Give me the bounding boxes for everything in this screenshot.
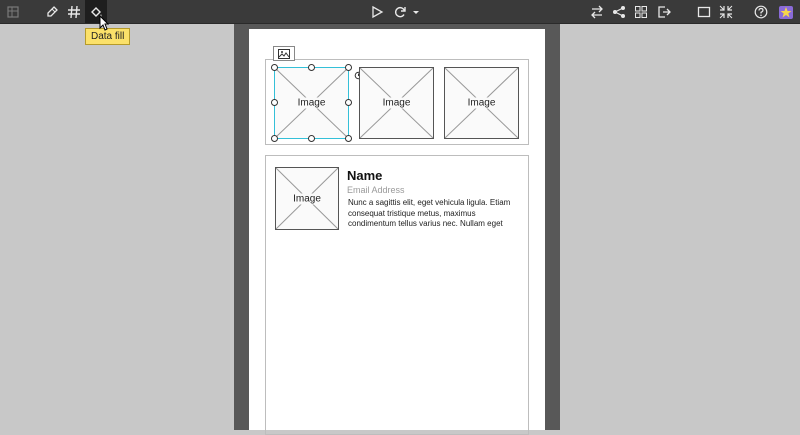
resize-handle[interactable]: [308, 64, 315, 71]
export-icon[interactable]: [653, 0, 675, 23]
share-icon[interactable]: [608, 0, 630, 23]
mouse-cursor-icon: [99, 15, 109, 36]
image-label: Image: [293, 193, 321, 204]
fullscreen-icon[interactable]: [693, 0, 715, 23]
profile-body-text[interactable]: Nunc a sagittis elit, eget vehicula ligula. Etiam consequat tristique metus, maximus condimentum tellus varius nec. Nullam eget: [348, 198, 511, 228]
image-label: Image: [382, 97, 411, 109]
image-label: Image: [467, 97, 496, 109]
layout-icon[interactable]: [2, 0, 24, 23]
brush-icon[interactable]: [41, 0, 63, 23]
help-icon[interactable]: [750, 0, 772, 23]
components-icon[interactable]: [630, 0, 652, 23]
collapse-icon[interactable]: [715, 0, 737, 23]
resize-handle[interactable]: [271, 64, 278, 71]
tooltip: Data fill: [85, 28, 130, 45]
resize-handle[interactable]: [271, 99, 278, 106]
top-toolbar: [0, 0, 800, 24]
resize-handle[interactable]: [308, 135, 315, 142]
gallery-image-3[interactable]: [444, 67, 519, 139]
resize-handle[interactable]: [345, 99, 352, 106]
gallery-image-1[interactable]: [274, 67, 349, 139]
refresh-icon[interactable]: [389, 0, 411, 23]
plugin-icon[interactable]: [775, 0, 797, 23]
image-label: Image: [297, 97, 326, 109]
profile-name[interactable]: Name: [347, 168, 383, 183]
resize-handle[interactable]: [345, 64, 352, 71]
play-icon[interactable]: [366, 0, 388, 23]
gallery-image-2[interactable]: [359, 67, 434, 139]
dropdown-arrow-icon[interactable]: [409, 0, 423, 23]
grid-hash-icon[interactable]: [63, 0, 85, 23]
resize-handle[interactable]: [271, 135, 278, 142]
profile-email[interactable]: Email Address: [347, 185, 405, 195]
resize-handle[interactable]: [345, 135, 352, 142]
swap-icon[interactable]: [586, 0, 608, 23]
profile-image[interactable]: [275, 167, 339, 230]
image-widget-icon: [273, 46, 295, 61]
